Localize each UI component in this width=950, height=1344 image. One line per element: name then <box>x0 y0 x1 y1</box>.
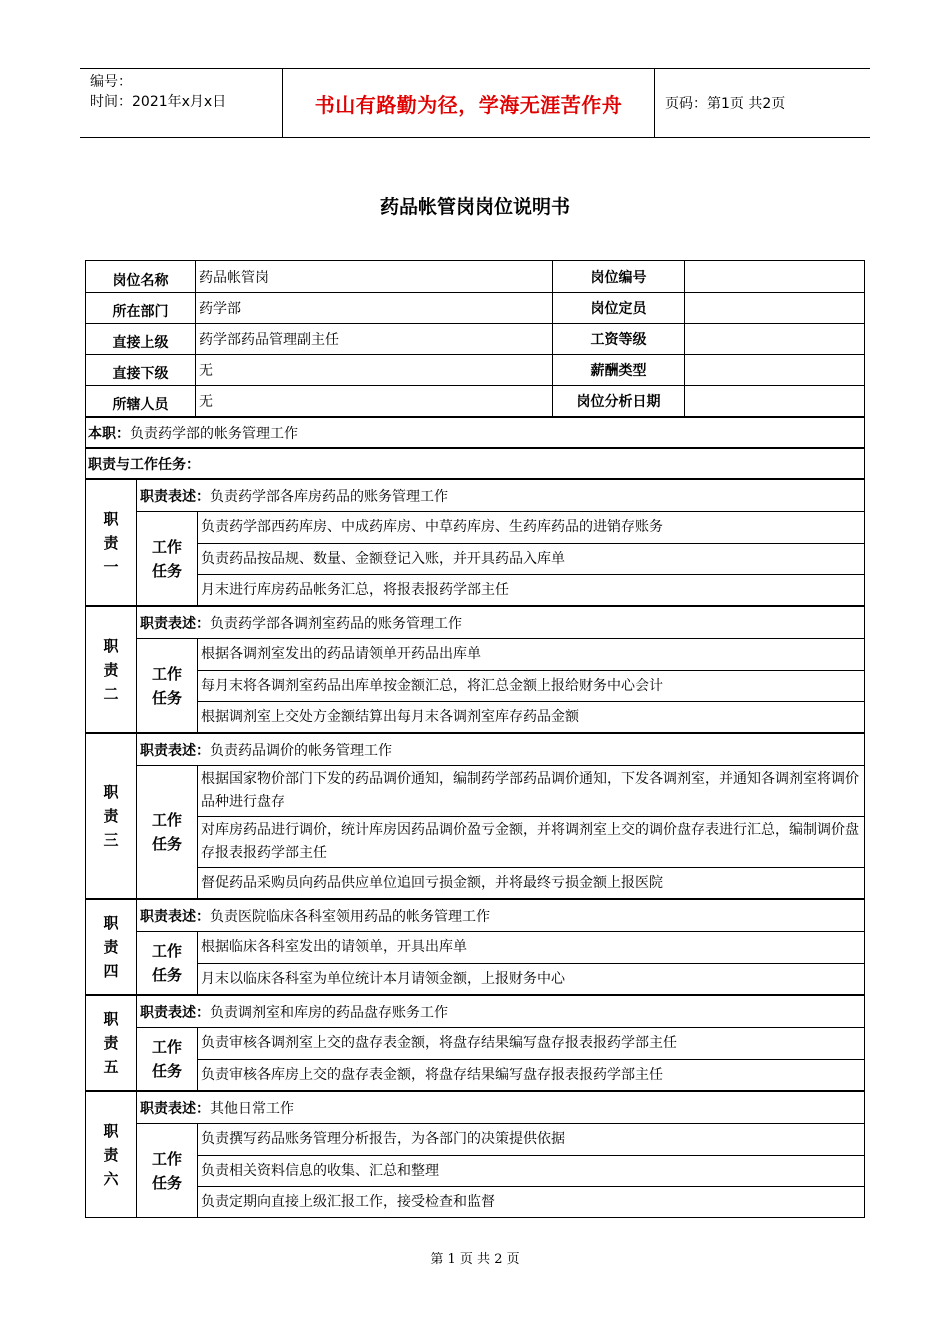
duty-name-char: 责 <box>103 938 119 956</box>
duty-name-char: 责 <box>103 533 119 552</box>
statement-text: 负责调剂室和库房的药品盘存账务工作 <box>210 1004 448 1021</box>
task-label-line1: 工作 <box>151 1038 182 1056</box>
info-label-2: 岗位定员 <box>553 293 685 323</box>
statement-label: 职责表述： <box>140 1100 210 1117</box>
task-item: 根据各调剂室发出的药品请领单开药品出库单 <box>201 646 481 662</box>
info-value: 药学部药品管理副主任 <box>196 324 553 354</box>
info-row <box>86 354 864 385</box>
task-label-line1: 工作 <box>151 1149 182 1168</box>
task-label-line1: 工作 <box>151 942 182 960</box>
page-footer: 第 1 页 共 2 页 <box>430 1252 520 1267</box>
task-list <box>198 1124 864 1217</box>
task-label-line1: 工作 <box>151 811 182 829</box>
statement-label: 职责表述： <box>140 908 210 925</box>
motto: 书山有路勤为径，学海无涯苦作舟 <box>282 69 655 137</box>
duty-block <box>86 478 864 605</box>
task-list <box>198 1028 864 1090</box>
task-item: 对库房药品进行调价，统计库房因药品调价盈亏金额，并将调剂室上交的调价盘存表进行汇总，编制调价盘存报表报药学部主任 <box>198 816 864 867</box>
task-label <box>137 1124 198 1217</box>
info-label: 岗位名称 <box>86 261 196 292</box>
time-label: 时间：2021年x月x日 <box>90 94 227 110</box>
task-label-line2: 任务 <box>151 966 182 984</box>
duty-name-char: 职 <box>103 783 119 801</box>
duty-statement <box>137 480 864 511</box>
duty-statement <box>137 607 864 638</box>
statement-label: 职责表述： <box>140 615 210 632</box>
duty-body <box>137 1092 864 1217</box>
duty-block <box>86 732 864 898</box>
duty-name <box>86 607 137 732</box>
duty-name-char: 职 <box>103 914 119 932</box>
info-row <box>86 292 864 323</box>
duty-statement <box>137 996 864 1027</box>
duty-name-char: 二 <box>103 684 119 703</box>
duty-body <box>137 607 864 732</box>
statement-text: 负责药学部各库房药品的账务管理工作 <box>210 488 448 505</box>
duty-name-char: 四 <box>103 962 119 980</box>
task-label <box>137 932 198 994</box>
duty-name-char: 三 <box>103 831 119 849</box>
core-duty-row <box>86 416 864 447</box>
task-item: 负责审核各库房上交的盘存表金额，将盘存结果编写盘存报表报药学部主任 <box>198 1059 864 1090</box>
duty-name-char: 职 <box>103 1010 119 1028</box>
statement-text: 负责药学部各调剂室药品的账务管理工作 <box>210 615 462 632</box>
info-row <box>86 323 864 354</box>
duty-name <box>86 480 137 605</box>
info-label-2: 工资等级 <box>553 324 685 354</box>
task-item: 负责相关资料信息的收集、汇总和整理 <box>198 1155 864 1186</box>
duty-body <box>137 480 864 605</box>
task-label-line2: 任务 <box>151 1173 182 1192</box>
info-label-2: 岗位编号 <box>553 261 685 292</box>
duty-name-char: 职 <box>103 1121 119 1140</box>
info-row <box>86 385 864 416</box>
statement-label: 职责表述： <box>140 488 210 505</box>
duty-name <box>86 1092 137 1217</box>
duty-statement <box>137 734 864 765</box>
task-group <box>137 931 864 994</box>
duty-name-char: 职 <box>103 509 119 528</box>
core-duty-value: 负责药学部的帐务管理工作 <box>130 425 298 442</box>
duty-block <box>86 898 864 994</box>
info-value-2 <box>685 261 864 292</box>
task-item: 督促药品采购员向药品供应单位追回亏损金额，并将最终亏损金额上报医院 <box>198 867 864 898</box>
duty-block <box>86 605 864 732</box>
info-label: 所辖人员 <box>86 386 196 416</box>
task-list <box>198 512 864 605</box>
duty-body <box>137 734 864 898</box>
duty-name-char: 五 <box>103 1058 119 1076</box>
task-label <box>137 1028 198 1090</box>
task-list <box>198 639 864 732</box>
duty-name-char: 责 <box>103 1034 119 1052</box>
task-group <box>137 1027 864 1090</box>
duties-heading: 职责与工作任务： <box>88 456 200 473</box>
info-value: 无 <box>196 355 553 385</box>
duty-block <box>86 994 864 1090</box>
page-header <box>80 68 870 138</box>
task-item: 负责定期向直接上级汇报工作，接受检查和监督 <box>198 1186 864 1217</box>
duty-name <box>86 996 137 1090</box>
core-duty-label: 本职： <box>88 425 130 442</box>
task-label-line2: 任务 <box>151 688 182 707</box>
duty-name-char: 责 <box>103 1145 119 1164</box>
duty-name-char: 六 <box>103 1169 119 1188</box>
document-title: 药品帐管岗岗位说明书 <box>379 196 570 218</box>
task-item: 月末以临床各科室为单位统计本月请领金额，上报财务中心 <box>198 963 864 994</box>
task-list <box>198 766 864 898</box>
task-label <box>137 512 198 605</box>
duty-name <box>86 900 137 994</box>
task-label-line1: 工作 <box>151 537 182 556</box>
duty-name-char: 责 <box>103 660 119 679</box>
task-item: 负责药品按品规、数量、金额登记入账，并开具药品入库单 <box>198 543 864 574</box>
task-item: 负责审核各调剂室上交的盘存表金额，将盘存结果编写盘存报表报药学部主任 <box>201 1035 677 1051</box>
statement-label: 职责表述： <box>140 742 210 759</box>
duty-name-char: 责 <box>103 807 119 825</box>
info-value: 药品帐管岗 <box>196 261 553 292</box>
duty-body <box>137 900 864 994</box>
task-item: 根据临床各科室发出的请领单，开具出库单 <box>201 939 467 955</box>
duty-name-char: 一 <box>103 557 119 576</box>
task-label-line1: 工作 <box>151 664 182 683</box>
info-value-2 <box>685 293 864 323</box>
duty-name-char: 职 <box>103 636 119 655</box>
task-group <box>137 511 864 605</box>
header-meta <box>80 69 282 137</box>
info-label: 直接下级 <box>86 355 196 385</box>
task-label-line2: 任务 <box>151 1062 182 1080</box>
task-label-line2: 任务 <box>151 835 182 853</box>
info-value: 药学部 <box>196 293 553 323</box>
task-label <box>137 766 198 898</box>
info-label: 直接上级 <box>86 324 196 354</box>
task-label <box>137 639 198 732</box>
task-group <box>137 638 864 732</box>
task-group <box>137 1123 864 1217</box>
task-item: 每月末将各调剂室药品出库单按金额汇总，将汇总金额上报给财务中心会计 <box>198 670 864 701</box>
task-item: 负责撰写药品账务管理分析报告，为各部门的决策提供依据 <box>201 1131 565 1147</box>
task-item: 月末进行库房药品帐务汇总，将报表报药学部主任 <box>198 574 864 605</box>
task-item: 根据调剂室上交处方金额结算出每月末各调剂室库存药品金额 <box>198 701 864 732</box>
page-info: 页码：第1页 共2页 <box>665 96 786 112</box>
duty-statement <box>137 900 864 931</box>
info-value: 无 <box>196 386 553 416</box>
info-value-2 <box>685 386 864 416</box>
info-row <box>86 261 864 292</box>
statement-text: 其他日常工作 <box>210 1100 294 1117</box>
info-label-2: 薪酬类型 <box>553 355 685 385</box>
duty-name <box>86 734 137 898</box>
duties-heading-row <box>86 447 864 478</box>
task-list <box>198 932 864 994</box>
duty-body <box>137 996 864 1090</box>
statement-text: 负责医院临床各科室领用药品的帐务管理工作 <box>210 908 490 925</box>
duty-block <box>86 1090 864 1217</box>
statement-label: 职责表述： <box>140 1004 210 1021</box>
info-value-2 <box>685 355 864 385</box>
job-description-table <box>85 260 865 1218</box>
duty-statement <box>137 1092 864 1123</box>
statement-text: 负责药品调价的帐务管理工作 <box>210 742 392 759</box>
info-label-2: 岗位分析日期 <box>553 386 685 416</box>
info-value-2 <box>685 324 864 354</box>
task-item: 根据国家物价部门下发的药品调价通知，编制药学部药品调价通知，下发各调剂室，并通知各调剂室将调价品种进行盘存 <box>201 771 859 810</box>
task-group <box>137 765 864 898</box>
info-label: 所在部门 <box>86 293 196 323</box>
number-label: 编号： <box>90 74 132 90</box>
task-label-line2: 任务 <box>151 561 182 580</box>
task-item: 负责药学部西药库房、中成药库房、中草药库房、生药库药品的进销存账务 <box>201 519 663 535</box>
